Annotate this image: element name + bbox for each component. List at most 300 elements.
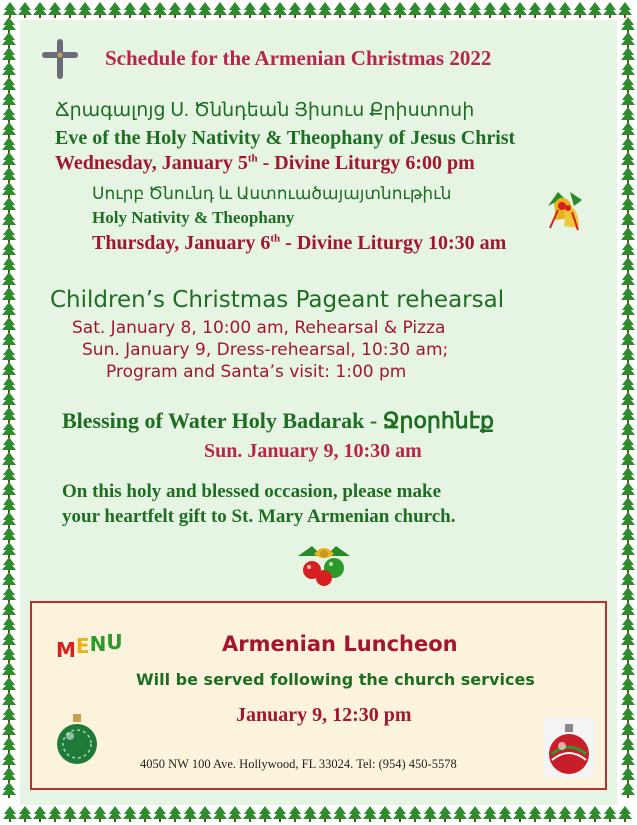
tree-icon <box>258 2 272 15</box>
tree-icon <box>621 422 635 435</box>
tree-icon <box>288 2 302 15</box>
christmas-bells-icon <box>540 186 590 236</box>
tree-trunk <box>144 15 146 18</box>
tree-trunk <box>234 819 236 822</box>
tree-trunk <box>384 15 386 18</box>
tree-icon <box>621 77 635 90</box>
tree-trunk <box>504 15 506 18</box>
tree-icon <box>621 47 635 60</box>
tree-icon <box>621 527 635 540</box>
tree-trunk <box>339 819 341 822</box>
tree-trunk <box>309 819 311 822</box>
tree-icon <box>348 806 362 819</box>
tree-icon <box>621 587 635 600</box>
tree-icon <box>573 806 587 819</box>
tree-icon <box>2 347 16 360</box>
tree-trunk <box>99 15 101 18</box>
tree-icon <box>621 722 635 735</box>
tree-icon <box>603 806 617 819</box>
eve-schedule <box>55 152 475 175</box>
tree-trunk <box>234 15 236 18</box>
tree-icon <box>603 2 617 15</box>
tree-trunk <box>564 819 566 822</box>
tree-icon <box>2 92 16 105</box>
tree-icon <box>2 152 16 165</box>
tree-icon <box>2 587 16 600</box>
tree-icon <box>438 806 452 819</box>
tree-icon <box>2 242 16 255</box>
gift-line-2: your heartfelt gift to St. Mary Armenian church. <box>62 506 456 527</box>
tree-trunk <box>144 819 146 822</box>
tree-trunk <box>189 15 191 18</box>
tree-icon <box>621 122 635 135</box>
tree-icon <box>621 782 635 795</box>
armenian-cross-icon <box>42 38 78 80</box>
tree-icon <box>78 806 92 819</box>
tree-icon <box>483 806 497 819</box>
tree-icon <box>108 2 122 15</box>
tree-icon <box>621 632 635 645</box>
tree-icon <box>303 806 317 819</box>
tree-icon <box>621 767 635 780</box>
tree-trunk <box>504 819 506 822</box>
tree-icon <box>258 806 272 819</box>
tree-icon <box>2 197 16 210</box>
tree-icon <box>2 227 16 240</box>
tree-icon <box>621 347 635 360</box>
tree-icon <box>438 2 452 15</box>
tree-icon <box>621 677 635 690</box>
tree-icon <box>573 2 587 15</box>
tree-trunk <box>414 819 416 822</box>
green-ornament-icon <box>54 712 100 768</box>
tree-icon <box>621 497 635 510</box>
tree-trunk <box>624 15 626 18</box>
tree-icon <box>621 707 635 720</box>
tree-icon <box>2 167 16 180</box>
tree-icon <box>621 737 635 750</box>
tree-icon <box>621 392 635 405</box>
tree-trunk <box>84 819 86 822</box>
tree-icon <box>2 62 16 75</box>
menu-letter-e: E <box>75 634 90 658</box>
tree-icon <box>621 437 635 450</box>
tree-icon <box>33 2 47 15</box>
tree-icon <box>2 377 16 390</box>
tree-icon <box>513 2 527 15</box>
tree-icon <box>363 806 377 819</box>
tree-trunk <box>549 819 551 822</box>
tree-trunk <box>219 819 221 822</box>
tree-icon <box>588 2 602 15</box>
tree-icon <box>333 2 347 15</box>
tree-trunk <box>159 15 161 18</box>
tree-icon <box>621 557 635 570</box>
nativity-date-sup: th <box>270 232 281 245</box>
tree-icon <box>621 467 635 480</box>
tree-trunk <box>69 819 71 822</box>
tree-trunk <box>99 819 101 822</box>
tree-icon <box>483 2 497 15</box>
tree-icon <box>2 557 16 570</box>
tree-icon <box>2 632 16 645</box>
tree-icon <box>2 47 16 60</box>
menu-letter-m: M <box>56 638 76 662</box>
tree-trunk <box>264 15 266 18</box>
tree-trunk <box>429 819 431 822</box>
tree-icon <box>2 482 16 495</box>
tree-icon <box>153 2 167 15</box>
tree-icon <box>621 212 635 225</box>
tree-trunk <box>519 15 521 18</box>
tree-icon <box>2 722 16 735</box>
nativity-armenian-title: Սուրբ Ծնունդ և Աստուածայայտնութիւն <box>92 184 452 203</box>
menu-letter-n: N <box>89 632 107 656</box>
tree-icon <box>228 806 242 819</box>
menu-label <box>56 630 123 662</box>
tree-icon <box>621 137 635 150</box>
tree-icon <box>78 2 92 15</box>
church-address: 4050 NW 100 Ave. Hollywood, FL 33024. Tel: (954) 450-5578 <box>140 757 457 771</box>
blessing-title: Blessing of Water Holy Badarak - Ջրօրհնէք <box>62 408 495 433</box>
tree-icon <box>2 782 16 795</box>
tree-trunk <box>219 15 221 18</box>
tree-icon <box>2 392 16 405</box>
tree-icon <box>621 32 635 45</box>
tree-trunk <box>24 819 26 822</box>
tree-trunk <box>339 15 341 18</box>
tree-icon <box>18 806 32 819</box>
tree-trunk <box>279 819 281 822</box>
tree-icon <box>378 2 392 15</box>
blessing-date: Sun. January 9, 10:30 am <box>204 440 422 462</box>
tree-icon <box>621 167 635 180</box>
tree-icon <box>2 767 16 780</box>
tree-icon <box>2 257 16 270</box>
tree-icon <box>168 2 182 15</box>
tree-trunk <box>399 15 401 18</box>
tree-icon <box>3 806 17 819</box>
tree-icon <box>423 2 437 15</box>
tree-trunk <box>114 819 116 822</box>
tree-trunk <box>324 819 326 822</box>
tree-icon <box>621 542 635 555</box>
pageant-title: Children’s Christmas Pageant rehearsal <box>50 287 505 313</box>
tree-icon <box>2 572 16 585</box>
tree-icon <box>621 362 635 375</box>
tree-icon <box>2 317 16 330</box>
tree-icon <box>618 806 632 819</box>
luncheon-subtitle: Will be served following the church services <box>136 670 535 689</box>
tree-icon <box>621 317 635 330</box>
tree-icon <box>621 107 635 120</box>
tree-trunk <box>627 795 629 798</box>
tree-icon <box>621 407 635 420</box>
christmas-ornaments-icon <box>294 540 354 588</box>
tree-icon <box>621 692 635 705</box>
tree-icon <box>153 806 167 819</box>
tree-icon <box>621 572 635 585</box>
tree-icon <box>333 806 347 819</box>
tree-trunk <box>54 15 56 18</box>
tree-icon <box>138 2 152 15</box>
tree-trunk <box>279 15 281 18</box>
tree-trunk <box>594 819 596 822</box>
tree-trunk <box>309 15 311 18</box>
tree-icon <box>108 806 122 819</box>
tree-icon <box>63 2 77 15</box>
tree-icon <box>498 2 512 15</box>
tree-icon <box>588 806 602 819</box>
tree-icon <box>33 806 47 819</box>
tree-icon <box>18 2 32 15</box>
tree-trunk <box>8 795 10 798</box>
tree-trunk <box>9 819 11 822</box>
tree-trunk <box>324 15 326 18</box>
tree-icon <box>3 2 17 15</box>
tree-icon <box>621 182 635 195</box>
tree-icon <box>393 806 407 819</box>
tree-icon <box>621 197 635 210</box>
tree-icon <box>228 2 242 15</box>
tree-icon <box>363 2 377 15</box>
tree-icon <box>621 662 635 675</box>
tree-icon <box>48 806 62 819</box>
tree-icon <box>2 467 16 480</box>
tree-icon <box>2 137 16 150</box>
tree-trunk <box>414 15 416 18</box>
tree-trunk <box>369 819 371 822</box>
tree-icon <box>408 2 422 15</box>
tree-icon <box>2 362 16 375</box>
tree-icon <box>2 272 16 285</box>
pageant-line-2: Sun. January 9, Dress-rehearsal, 10:30 am; <box>82 340 449 360</box>
tree-icon <box>318 806 332 819</box>
tree-trunk <box>114 15 116 18</box>
tree-trunk <box>624 819 626 822</box>
eve-english-title: Eve of the Holy Nativity & Theophany of Jesus Christ <box>55 127 516 149</box>
tree-trunk <box>564 15 566 18</box>
tree-icon <box>2 407 16 420</box>
tree-icon <box>621 227 635 240</box>
tree-icon <box>2 527 16 540</box>
tree-icon <box>513 806 527 819</box>
tree-icon <box>2 452 16 465</box>
tree-icon <box>273 806 287 819</box>
tree-trunk <box>444 819 446 822</box>
tree-icon <box>621 242 635 255</box>
tree-trunk <box>39 15 41 18</box>
tree-icon <box>543 806 557 819</box>
tree-icon <box>621 617 635 630</box>
tree-trunk <box>489 819 491 822</box>
tree-icon <box>288 806 302 819</box>
tree-icon <box>558 806 572 819</box>
tree-icon <box>243 2 257 15</box>
nativity-english-title: Holy Nativity & Theophany <box>92 208 295 227</box>
tree-icon <box>2 302 16 315</box>
tree-icon <box>453 2 467 15</box>
eve-date-sup: th <box>247 152 258 165</box>
tree-trunk <box>459 15 461 18</box>
eve-date: Wednesday, January 5 <box>55 152 248 174</box>
tree-icon <box>468 2 482 15</box>
tree-icon <box>2 647 16 660</box>
tree-trunk <box>69 15 71 18</box>
tree-icon <box>2 662 16 675</box>
tree-icon <box>2 737 16 750</box>
tree-icon <box>543 2 557 15</box>
tree-trunk <box>384 819 386 822</box>
tree-icon <box>198 806 212 819</box>
tree-icon <box>2 542 16 555</box>
tree-trunk <box>264 819 266 822</box>
pageant-line-1: Sat. January 8, 10:00 am, Rehearsal & Pizza <box>72 318 446 338</box>
tree-icon <box>48 2 62 15</box>
menu-letter-u: U <box>106 630 123 654</box>
tree-icon <box>2 707 16 720</box>
tree-icon <box>348 2 362 15</box>
tree-icon <box>2 752 16 765</box>
tree-icon <box>378 806 392 819</box>
tree-icon <box>2 17 16 30</box>
tree-trunk <box>534 819 536 822</box>
tree-trunk <box>519 819 521 822</box>
tree-trunk <box>129 819 131 822</box>
tree-trunk <box>399 819 401 822</box>
tree-trunk <box>54 819 56 822</box>
tree-icon <box>621 452 635 465</box>
tree-trunk <box>579 15 581 18</box>
nativity-liturgy: - Divine Liturgy 10:30 am <box>280 232 507 254</box>
tree-icon <box>2 437 16 450</box>
tree-icon <box>213 806 227 819</box>
eve-armenian-title: Ճրագալոյց Ս. Ծննդեան Յիսուս Քրիստոսի <box>55 100 475 121</box>
tree-icon <box>498 806 512 819</box>
tree-icon <box>621 152 635 165</box>
tree-trunk <box>174 819 176 822</box>
tree-trunk <box>474 15 476 18</box>
tree-icon <box>2 692 16 705</box>
nativity-schedule <box>92 232 506 255</box>
tree-icon <box>183 2 197 15</box>
tree-icon <box>2 122 16 135</box>
page-title: Schedule for the Armenian Christmas 2022 <box>105 46 492 70</box>
tree-icon <box>2 332 16 345</box>
tree-icon <box>393 2 407 15</box>
tree-icon <box>93 806 107 819</box>
tree-trunk <box>204 15 206 18</box>
tree-trunk <box>354 15 356 18</box>
tree-icon <box>621 482 635 495</box>
tree-icon <box>621 377 635 390</box>
tree-trunk <box>369 15 371 18</box>
tree-trunk <box>549 15 551 18</box>
tree-icon <box>273 2 287 15</box>
tree-icon <box>621 752 635 765</box>
tree-icon <box>2 287 16 300</box>
tree-trunk <box>39 819 41 822</box>
tree-icon <box>528 2 542 15</box>
tree-icon <box>621 257 635 270</box>
tree-icon <box>63 806 77 819</box>
tree-icon <box>138 806 152 819</box>
tree-icon <box>408 806 422 819</box>
tree-trunk <box>84 15 86 18</box>
tree-icon <box>2 617 16 630</box>
tree-trunk <box>159 819 161 822</box>
tree-icon <box>621 647 635 660</box>
tree-trunk <box>474 819 476 822</box>
tree-icon <box>621 62 635 75</box>
tree-trunk <box>429 15 431 18</box>
tree-icon <box>621 512 635 525</box>
tree-icon <box>303 2 317 15</box>
tree-icon <box>318 2 332 15</box>
tree-icon <box>453 806 467 819</box>
tree-trunk <box>594 15 596 18</box>
tree-trunk <box>204 819 206 822</box>
tree-icon <box>621 287 635 300</box>
eve-liturgy: - Divine Liturgy 6:00 pm <box>257 152 475 174</box>
tree-icon <box>528 806 542 819</box>
tree-trunk <box>249 819 251 822</box>
tree-trunk <box>534 15 536 18</box>
tree-icon <box>2 602 16 615</box>
tree-icon <box>2 512 16 525</box>
tree-icon <box>2 677 16 690</box>
tree-icon <box>468 806 482 819</box>
tree-trunk <box>294 819 296 822</box>
tree-trunk <box>609 15 611 18</box>
tree-icon <box>618 2 632 15</box>
tree-icon <box>2 422 16 435</box>
tree-trunk <box>609 819 611 822</box>
tree-trunk <box>129 15 131 18</box>
tree-trunk <box>489 15 491 18</box>
tree-trunk <box>174 15 176 18</box>
tree-icon <box>2 32 16 45</box>
tree-icon <box>183 806 197 819</box>
tree-trunk <box>24 15 26 18</box>
tree-icon <box>123 806 137 819</box>
gift-line-1: On this holy and blessed occasion, please make <box>62 481 441 502</box>
tree-trunk <box>444 15 446 18</box>
tree-trunk <box>354 819 356 822</box>
tree-icon <box>621 602 635 615</box>
luncheon-date: January 9, 12:30 pm <box>236 704 412 726</box>
tree-trunk <box>579 819 581 822</box>
tree-icon <box>198 2 212 15</box>
tree-icon <box>243 806 257 819</box>
tree-icon <box>621 92 635 105</box>
tree-icon <box>2 497 16 510</box>
red-ornament-icon <box>542 716 596 780</box>
tree-icon <box>168 806 182 819</box>
tree-trunk <box>189 819 191 822</box>
tree-trunk <box>249 15 251 18</box>
tree-icon <box>423 806 437 819</box>
tree-icon <box>2 182 16 195</box>
tree-icon <box>2 107 16 120</box>
tree-icon <box>2 212 16 225</box>
tree-icon <box>213 2 227 15</box>
tree-icon <box>621 332 635 345</box>
tree-icon <box>621 302 635 315</box>
nativity-date: Thursday, January 6 <box>92 232 271 254</box>
tree-trunk <box>294 15 296 18</box>
tree-icon <box>123 2 137 15</box>
